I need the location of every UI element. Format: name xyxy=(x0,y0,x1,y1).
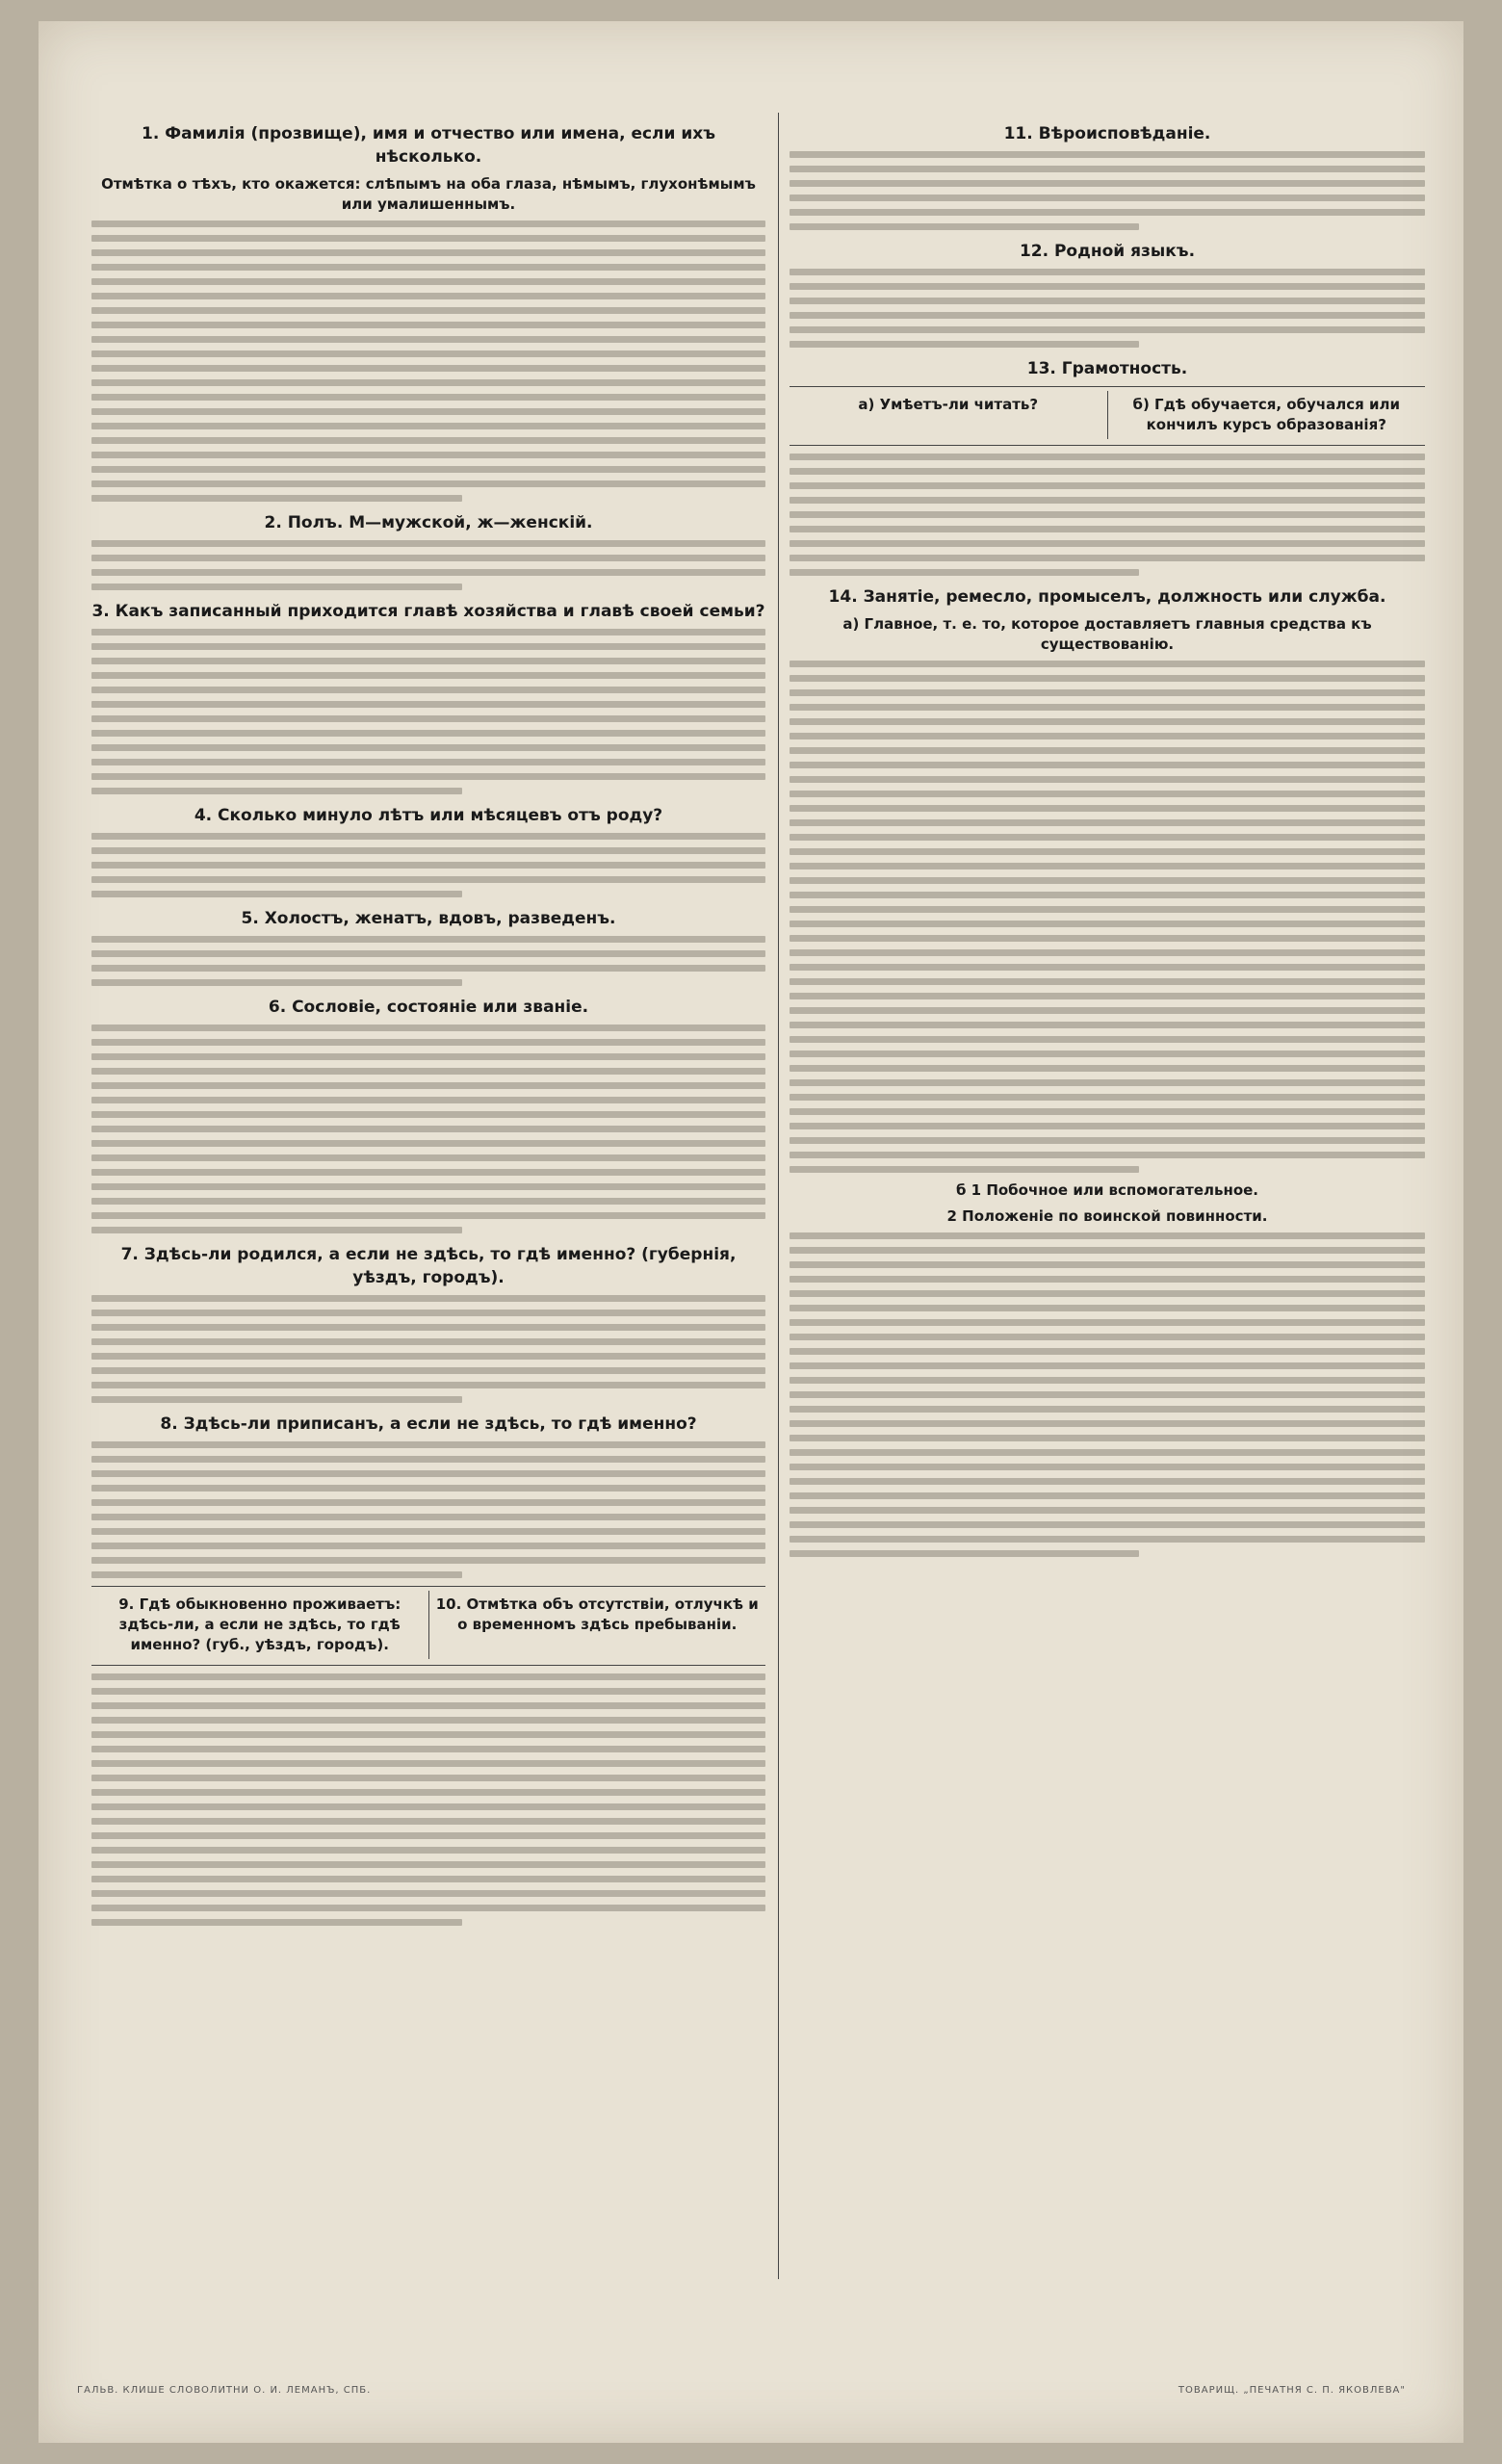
left-column xyxy=(91,113,765,2298)
body-text xyxy=(790,454,1425,576)
body-text xyxy=(91,1441,765,1578)
column-divider xyxy=(778,113,779,2279)
body-text xyxy=(91,1673,765,1926)
body-text xyxy=(91,629,765,794)
section-9-title: 9. Гдѣ обыкновенно проживаетъ: здѣсь-ли, а если не здѣсь, то гдѣ именно? (губ., уѣздъ, городъ). xyxy=(118,1595,401,1653)
section-14b2: 2 Положеніе по воинской повинности. xyxy=(946,1207,1268,1225)
section-13-title: 13. Грамотность. xyxy=(1026,359,1188,378)
section-1-title: 1. Фамилія (прозвище), имя и отчество или имена, если ихъ нѣсколько. xyxy=(142,124,715,167)
section-14-title: 14. Занятіе, ремесло, промыселъ, должность или служба. xyxy=(828,587,1386,607)
body-text xyxy=(790,151,1425,230)
body-text xyxy=(91,1025,765,1233)
footer-left: ГАЛЬВ. КЛИШЕ СЛОВОЛИТНИ О. И. ЛЕМАНЪ, СПБ. xyxy=(77,2385,372,2396)
census-instruction-sheet xyxy=(39,21,1463,2443)
body-text xyxy=(790,661,1425,1173)
body-text xyxy=(91,936,765,986)
body-text xyxy=(790,269,1425,348)
body-text xyxy=(91,1295,765,1403)
section-3-title: 3. Какъ записанный приходится главѣ хозяйства и главѣ своей семьи? xyxy=(91,602,765,621)
body-text xyxy=(91,220,765,502)
section-13-subheads xyxy=(790,386,1425,446)
sections-9-10 xyxy=(91,1586,765,1666)
section-14b1: б 1 Побочное или вспомогательное. xyxy=(955,1181,1259,1199)
section-10-title: 10. Отмѣтка объ отсутствіи, отлучкѣ и о временномъ здѣсь пребываніи. xyxy=(428,1591,766,1659)
section-2-title: 2. Полъ. М—мужской, ж—женскій. xyxy=(264,513,593,532)
body-text xyxy=(790,1232,1425,1557)
section-7-title: 7. Здѣсь-ли родился, а если не здѣсь, то гдѣ именно? (губернія, уѣздъ, городъ). xyxy=(120,1245,737,1287)
body-text xyxy=(91,540,765,590)
section-4-title: 4. Сколько минуло лѣтъ или мѣсяцевъ отъ роду? xyxy=(194,806,663,825)
section-6-title: 6. Сословіе, состояніе или званіе. xyxy=(268,998,589,1017)
section-1-note: Отмѣтка о тѣхъ, кто окажется: слѣпымъ на оба глаза, нѣмымъ, глухонѣмымъ или умалишеннымъ. xyxy=(101,175,756,213)
footer-right: ТОВАРИЩ. „ПЕЧАТНЯ С. П. ЯКОВЛЕВА" xyxy=(1178,2385,1406,2396)
section-8-title: 8. Здѣсь-ли приписанъ, а если не здѣсь, то гдѣ именно? xyxy=(160,1414,697,1434)
right-column xyxy=(790,113,1425,2298)
body-text xyxy=(91,833,765,897)
section-14a: а) Главное, т. е. то, которое доставляетъ главныя средства къ существованію. xyxy=(842,615,1372,653)
section-13a: а) Умѣетъ-ли читать? xyxy=(858,396,1039,413)
section-5-title: 5. Холостъ, женатъ, вдовъ, разведенъ. xyxy=(241,909,616,928)
section-11-title: 11. Вѣроисповѣданіе. xyxy=(1003,124,1211,143)
section-13b: б) Гдѣ обучается, обучался или кончилъ курсъ образованія? xyxy=(1107,391,1426,439)
section-12-title: 12. Родной языкъ. xyxy=(1019,242,1196,261)
